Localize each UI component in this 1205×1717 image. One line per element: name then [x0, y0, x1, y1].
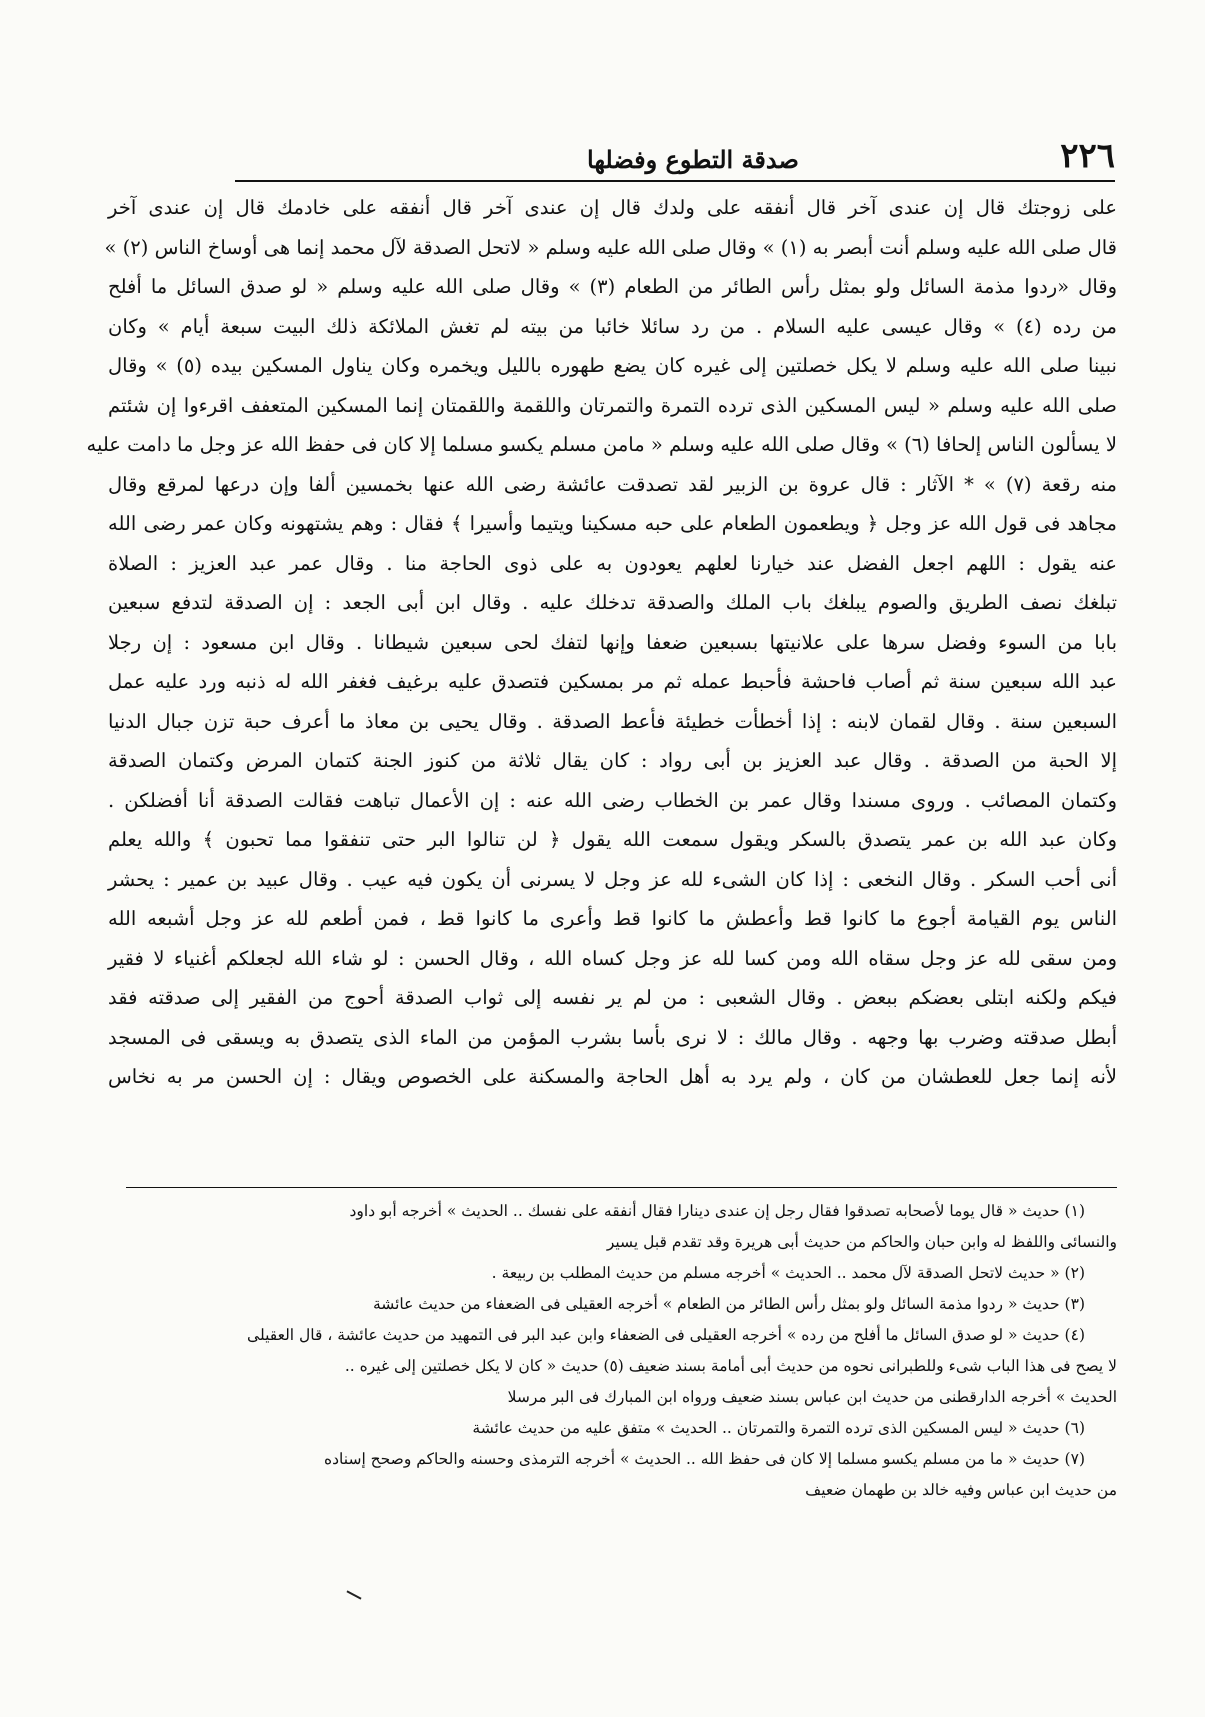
footnote-divider — [126, 1187, 1117, 1188]
footnote-line: الحديث » أخرجه الدارقطنى من حديث ابن عباس بسند ضعيف ورواه ابن المبارك فى البر مرسلا — [507, 1388, 1117, 1406]
footnote-line: (٧) حديث « ما من مسلم يكسو مسلما إلا كان فى حفظ الله .. الحديث » أخرجه الترمذى وحسنه والحاكم وصحح إسناده — [324, 1450, 1085, 1468]
text-line: ومن سقى لله عز وجل سقاه الله ومن كسا لله عز وجل كساه الله ، وقال الحسن : لو شاء الله لجعلكم أغنياء لا فقير — [108, 946, 1117, 970]
text-line: مجاهد فى قول الله عز وجل ﴿ ويطعمون الطعام على حبه مسكينا ويتيما وأسيرا ﴾ فقال : وهم يشتهونه وكان عمر رضى الله — [108, 512, 1117, 535]
text-line: قال صلى الله عليه وسلم أنت أبصر به (١) » وقال صلى الله عليه وسلم « لاتحل الصدقة لآل محمد إنما هى أوساخ الناس (٢) » — [104, 235, 1117, 259]
page-header — [235, 128, 1115, 182]
stray-ink-mark — [346, 1590, 361, 1599]
text-line: من رده (٤) » وقال عيسى عليه السلام . من رد سائلا خائبا من بيته لم تغش الملائكة ذلك البيت سبعة أيام » وكان — [108, 314, 1117, 338]
text-line: أبطل صدقته وضرب بها وجهه . وقال مالك : لا نرى بأسا بشرب المؤمن من الماء الذى يتصدق به ويسقى فى المسجد — [108, 1025, 1117, 1049]
text-line: صلى الله عليه وسلم « ليس المسكين الذى ترده التمرة والتمرتان واللقمة واللقمتان إنما المسكين المتعفف اقرءوا إن شئتم — [108, 393, 1117, 417]
text-line: لا يسألون الناس إلحافا (٦) » وقال صلى الله عليه وسلم « مامن مسلم يكسو مسلما إلا كان فى حفظ الله عز وجل ما دامت عليه — [86, 433, 1117, 456]
running-title: صدقة التطوع وفضلها — [587, 145, 799, 174]
text-line: إلا الحبة من الصدقة . وقال عبد العزيز بن أبى رواد : كان يقال ثلاثة من كنوز الجنة كتمان المرض وكتمان الصدقة — [108, 749, 1117, 772]
footnote-line: (٦) حديث « ليس المسكين الذى ترده التمرة والتمرتان .. الحديث » متفق عليه من حديث عائشة — [472, 1419, 1085, 1437]
text-line: لأنه إنما جعل للعطشان من كان ، ولم يرد به أهل الحاجة والمسكنة على الخصوص ويقال : إن الحسن مر به نخاس — [108, 1065, 1117, 1088]
text-line: فيكم ولكنه ابتلى بعضكم ببعض . وقال الشعبى : من لم ير نفسه إلى ثواب الصدقة أحوج من الفقير إلى صدقته فقد — [108, 986, 1117, 1009]
text-line: الناس يوم القيامة أجوع ما كانوا قط وأعطش ما كانوا قط وأعرى ما كانوا قط ، فمن أطعم لله عز وجل أشبعه الله — [108, 907, 1117, 930]
footnote-line: والنسائى واللفظ له وابن حبان والحاكم من حديث أبى هريرة وقد تقدم قبل يسير — [606, 1233, 1117, 1251]
text-line: منه رقعة (٧) » * الآثار : قال عروة بن الزبير لقد تصدقت عائشة رضى الله عنها بخمسين ألفا وإن درعها لمرقع وقال — [108, 472, 1118, 496]
text-line: عبد الله سبعين سنة ثم أصاب فاحشة فأحبط عمله ثم مر بمسكين فتصدق عليه برغيف فغفر الله له ذنبه ورد عليه عمل — [108, 670, 1117, 693]
footnotes — [108, 1196, 1117, 1506]
text-line: وكان عبد الله بن عمر يتصدق بالسكر ويقول سمعت الله يقول ﴿ لن تنالوا البر حتى تنفقوا مما تحبون ﴾ والله يعلم — [108, 828, 1117, 851]
text-line: على زوجتك قال إن عندى آخر قال أنفقه على ولدك قال إن عندى آخر قال أنفقه على خادمك قال إن عندى آخر — [108, 196, 1117, 219]
text-line: أنى أحب السكر . وقال النخعى : إذا كان الشىء لله عز وجل لا يسرنى أن يكون فيه عيب . وقال عبيد بن عمير : يحشر — [108, 867, 1117, 891]
text-line: نبينا صلى الله عليه وسلم لا يكل خصلتين إلى غيره كان يضع طهوره بالليل ويخمره وكان يناول المسكين بيده (٥) » وقال — [108, 354, 1117, 377]
text-line: السبعين سنة . وقال لقمان لابنه : إذا أخطأت خطيئة فأعط الصدقة . وقال يحيى بن معاذ ما أعرف حبة تزن جبال الدنيا — [108, 709, 1117, 733]
main-text — [86, 188, 1118, 1097]
footnote-line: (١) حديث « قال يوما لأصحابه تصدقوا فقال رجل إن عندى دينارا فقال أنفقه على نفسك .. الحديث » أخرجه أبو داود — [349, 1202, 1085, 1220]
page-number: ٢٢٦ — [1060, 136, 1115, 176]
text-line: وكتمان المصائب . وروى مسندا وقال عمر بن الخطاب رضى الله عنه : إن الأعمال تباهت فقالت الصدقة أنا أفضلكن . — [108, 788, 1117, 812]
text-line: بابا من السوء وفضل سرها على علانيتها بسبعين ضعفا وإنها لتفك لحى سبعين شيطانا . وقال ابن مسعود : إن رجلا — [108, 630, 1117, 654]
footnote-line: لا يصح فى هذا الباب شىء وللطبرانى نحوه من حديث أبى أمامة بسند ضعيف (٥) حديث « كان لا يكل خصلتين إلى غيره .. — [344, 1357, 1117, 1375]
text-line: عنه يقول : اللهم اجعل الفضل عند خيارنا لعلهم يعودون به على ذوى الحاجة منا . وقال عمر عبد العزيز : الصلاة — [108, 551, 1117, 575]
text-line: تبلغك نصف الطريق والصوم يبلغك باب الملك والصدقة تدخلك عليه . وقال ابن أبى الجعد : إن الصدقة لتدفع سبعين — [108, 591, 1117, 614]
footnote-line: (٤) حديث « لو صدق السائل ما أفلح من رده » أخرجه العقيلى فى الضعفاء وابن عبد البر فى التمهيد من حديث عائشة ، قال العقيلى — [247, 1326, 1085, 1344]
text-line: وقال «ردوا مذمة السائل ولو بمثل رأس الطائر من الطعام (٣) » وقال صلى الله عليه وسلم « لو صدق السائل ما أفلح — [108, 275, 1117, 298]
footnote-line: (٢) « حديث لاتحل الصدقة لآل محمد .. الحديث » أخرجه مسلم من حديث المطلب بن ربيعة . — [491, 1264, 1085, 1282]
footnote-line: من حديث ابن عباس وفيه خالد بن طهمان ضعيف — [805, 1481, 1117, 1499]
footnote-line: (٣) حديث « ردوا مذمة السائل ولو بمثل رأس الطائر من الطعام » أخرجه العقيلى فى الضعفاء من حديث عائشة — [372, 1295, 1085, 1313]
